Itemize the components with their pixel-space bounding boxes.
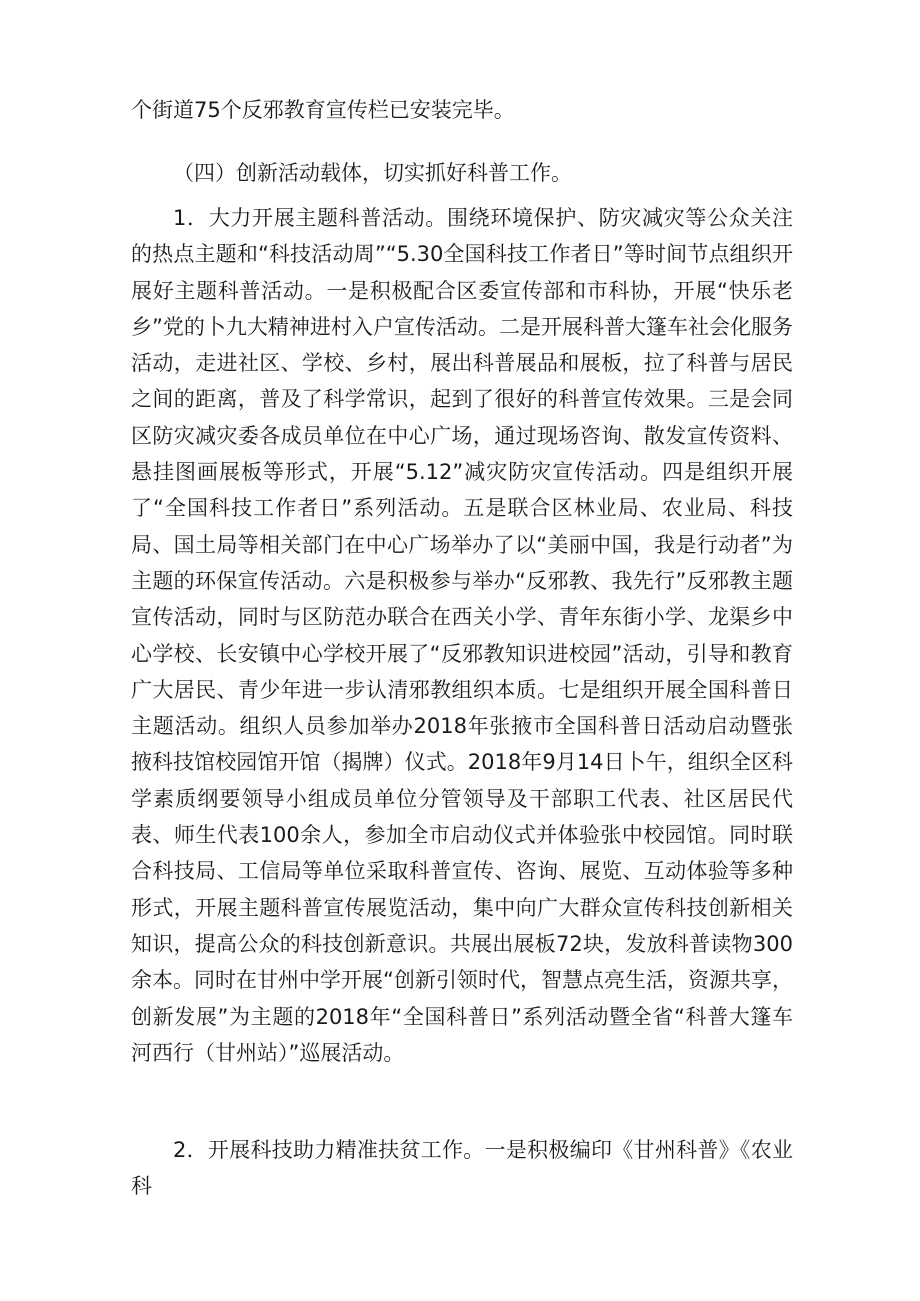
section-heading-four: （四）创新活动载体，切实抓好科普工作。 xyxy=(173,161,572,185)
paragraph-bulletin-boards: 个街道75个反邪教育宣传栏已安装完毕。 xyxy=(131,98,515,122)
paragraph-theme-science-activities: 1．大力开展主题科普活动。围绕环境保护、防灾减灾等公众关注的热点主题和“科技活动周”“5.30全国科技工作者日”等时间节点组织开展好主题科普活动。一是积极配合区委宣传部和市科协，开展“快乐老乡”党的卜九大精神进村入户宣传活动。二是开展科普大篷车社会化服务活动，走进社区、学校、乡村，展出科普展品和展板，拉了科普与居民之间的距离，普及了科学常识，起到了很好的科普宣传效果。三是会同区防灾减灾委各成员单位在中心广场，通过现场咨询、散发宣传资料、悬挂图画展板等形式，开展“5.12”减灾防灾宣传活动。四是组织开展了“全国科技工作者日”系列活动。五是联合区林业局、农业局、科技局、国土局等相关部门在中心广场举办了以“美丽中国，我是行动者”为主题的环保宣传活动。六是积极参与举办“反邪教、我先行”反邪教主题宣传活动，同时与区防范办联合在西关小学、青年东街小学、龙渠乡中心学校、长安镇中心学校开展了“反邪教知识进校园”活动，引导和教育广大居民、青少年进一步认清邪教组织本质。七是组织开展全国科普日主题活动。组织人员参加举办2018年张掖市全国科普日活动启动暨张掖科技馆校园馆开馆（揭牌）仪式。2018年9月14日卜午，组织全区科学素质纲要领导小组成员单位分管领导及干部职工代表、社区居民代表、师生代表100余人，参加全市启动仪式并体验张中校园馆。同时联合科技局、工信局等单位采取科普宣传、咨询、展览、互动体验等多种形式，开展主题科普宣传展览活动，集中向广大群众宣传科技创新相关知识，提高公众的科技创新意识。共展出展板72块，发放科普读物300余本。同时在甘州中学开展“创新引领时代，智慧点亮生活，资源共享，创新发展”为主题的2018年“全国科普日”系列活动暨全省“科普大篷车河西行（甘州站）”巡展活动。 xyxy=(131,206,793,1065)
paragraph-poverty-alleviation: 2．开展科技助力精准扶贫工作。一是积极编印《甘州科普》《农业科 xyxy=(131,1138,793,1199)
